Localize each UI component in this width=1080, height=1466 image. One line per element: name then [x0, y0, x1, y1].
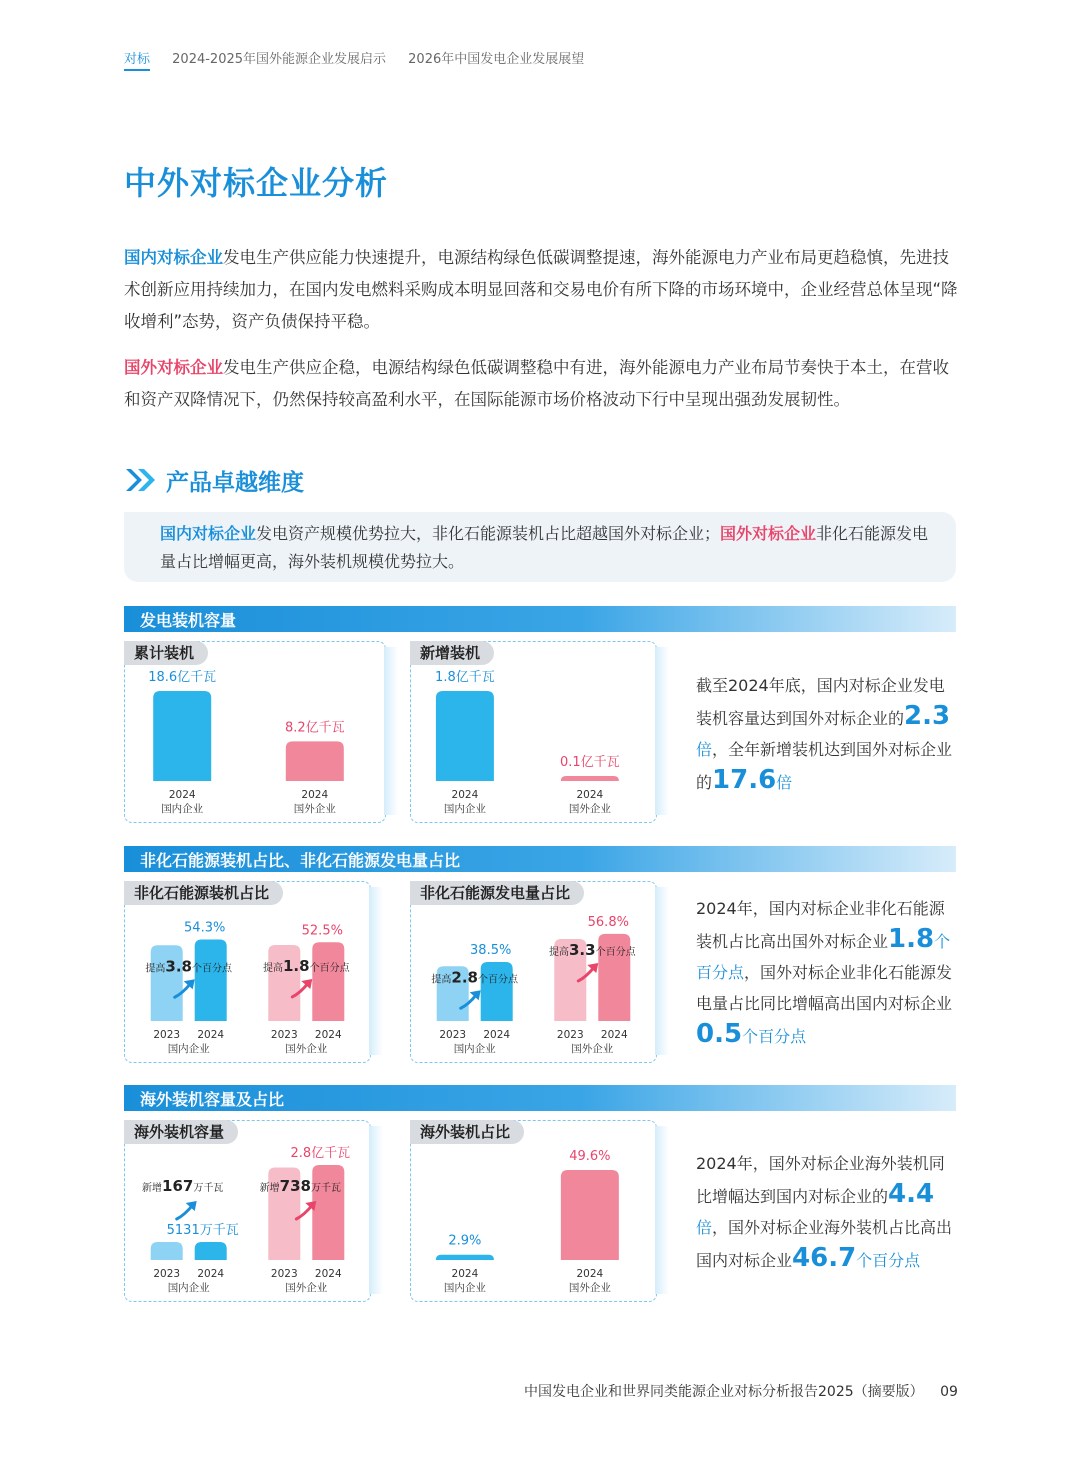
nav-item-foreign-insights[interactable]: 2024-2025年国外能源企业发展启示 — [172, 52, 387, 67]
panel-fold — [655, 647, 669, 815]
year-tick-label: 2024 — [314, 1029, 342, 1041]
year-tick-label: 2024 — [576, 789, 604, 801]
year-tick-label: 2024 — [451, 1268, 479, 1280]
side-number: 2.3 — [904, 701, 951, 731]
chart-nonfossil-generation — [411, 882, 656, 1062]
bar — [561, 1170, 619, 1260]
page-number: 09 — [940, 1384, 958, 1400]
data-label: 5131万千瓦 — [166, 1223, 239, 1238]
delta-annotation: 提高3.3个百分点 — [549, 940, 636, 959]
side-unit: 个百分点 — [856, 1251, 921, 1270]
year-tick-label: 2023 — [270, 1268, 298, 1280]
side-text: ，国外对标企业非化石能源发电量占比同比增幅高出国内对标企业 — [696, 963, 953, 1013]
tab-nonfossil-generation: 非化石能源发电量占比 — [410, 881, 584, 905]
side-unit: 个百分点 — [742, 1027, 807, 1046]
group-label: 国外企业 — [568, 1282, 611, 1294]
year-tick-label: 2024 — [483, 1029, 511, 1041]
data-label: 49.6% — [569, 1149, 611, 1164]
bar — [286, 741, 344, 781]
summary-callout — [124, 512, 956, 582]
group-label: 国内企业 — [167, 1282, 210, 1294]
data-label: 2.9% — [448, 1233, 482, 1249]
group-label: 国内企业 — [453, 1043, 496, 1055]
data-label: 54.3% — [184, 920, 226, 936]
side-text: ，全年新增装机达到国外对标企业的 — [696, 740, 953, 792]
side-unit: 个百分点 — [696, 932, 951, 982]
callout-body-domestic: 发电资产规模优势拉大，非化石能源装机占比超越国外对标企业； — [256, 524, 721, 543]
intro-paragraph-foreign — [124, 352, 958, 416]
callout-lead-domestic: 国内对标企业 — [160, 524, 257, 543]
top-nav — [124, 48, 602, 67]
bar — [153, 691, 211, 781]
side-note-capacity — [696, 670, 958, 798]
panel-nonfossil-generation — [410, 881, 657, 1063]
block-title-bar-capacity — [124, 606, 956, 632]
intro-paragraph-domestic — [124, 242, 958, 338]
side-note-overseas — [696, 1148, 958, 1276]
bar — [436, 691, 494, 781]
delta-annotation: 提高2.8个百分点 — [431, 968, 518, 987]
data-label: 52.5% — [301, 923, 343, 939]
section-title: 产品卓越维度 — [166, 469, 304, 496]
section-heading — [124, 462, 304, 498]
nav-item-benchmark[interactable]: 对标 — [124, 52, 150, 71]
year-tick-label: 2024 — [301, 789, 329, 801]
chart-nonfossil-capacity — [125, 882, 370, 1062]
panel-nonfossil-capacity — [124, 881, 371, 1063]
delta-annotation: 新增167万千瓦 — [142, 1177, 224, 1195]
side-number: 1.8 — [888, 924, 935, 954]
bar — [312, 942, 344, 1021]
year-tick-label: 2023 — [153, 1029, 181, 1041]
year-tick-label: 2024 — [451, 789, 479, 801]
tab-overseas-capacity: 海外装机容量 — [124, 1120, 238, 1144]
intro-lead-domestic: 国内对标企业 — [124, 248, 223, 267]
side-text: 2024年，国内对标企业非化石能源装机占比高出国外对标企业 — [696, 899, 945, 951]
data-label: 38.5% — [470, 942, 512, 958]
side-unit: 倍 — [776, 773, 793, 792]
block-title-nonfossil: 非化石能源装机占比、非化石能源发电量占比 — [140, 851, 461, 870]
chart-cumulative-capacity — [125, 642, 385, 822]
bar — [481, 962, 513, 1021]
group-label: 国外企业 — [293, 803, 336, 815]
block-title-bar-nonfossil — [124, 846, 956, 872]
panel-fold — [369, 1126, 383, 1294]
data-label: 0.1亿千瓦 — [560, 755, 620, 770]
year-tick-label: 2024 — [197, 1029, 225, 1041]
year-tick-label: 2023 — [439, 1029, 467, 1041]
year-tick-label: 2023 — [270, 1029, 298, 1041]
group-label: 国内企业 — [167, 1043, 210, 1055]
page-title: 中外对标企业分析 — [124, 164, 389, 202]
panel-overseas-share — [410, 1120, 657, 1302]
side-text: ，国外对标企业海外装机占比高出国内对标企业 — [696, 1218, 953, 1270]
trend-arrow-icon — [177, 1205, 193, 1219]
block-title-overseas: 海外装机容量及占比 — [140, 1090, 285, 1109]
data-label: 18.6亿千瓦 — [148, 670, 217, 685]
delta-annotation: 提高1.8个百分点 — [263, 956, 350, 975]
delta-annotation: 新增738万千瓦 — [259, 1177, 341, 1195]
bar — [195, 1242, 227, 1260]
intro-lead-foreign: 国外对标企业 — [124, 358, 223, 377]
bar — [436, 1255, 494, 1260]
bar — [312, 1165, 344, 1260]
side-text: 截至2024年底，国内对标企业发电装机容量达到国外对标企业的 — [696, 676, 945, 728]
chart-overseas-share — [411, 1121, 656, 1301]
tab-cumulative-capacity: 累计装机 — [124, 641, 208, 665]
data-label: 56.8% — [587, 914, 629, 930]
block-title-capacity: 发电装机容量 — [140, 611, 237, 630]
footer-title: 中国发电企业和世界同类能源企业对标分析报告2025（摘要版） — [524, 1384, 924, 1400]
year-tick-label: 2024 — [197, 1268, 225, 1280]
side-text: 2024年，国外对标企业海外装机同比增幅达到国内对标企业的 — [696, 1154, 945, 1206]
group-label: 国内企业 — [443, 1282, 486, 1294]
year-tick-label: 2024 — [576, 1268, 604, 1280]
side-unit: 倍 — [696, 1218, 713, 1237]
side-number: 17.6 — [712, 765, 777, 795]
delta-annotation: 提高3.8个百分点 — [145, 957, 232, 976]
bar — [151, 1242, 183, 1260]
group-label: 国内企业 — [161, 803, 204, 815]
page-footer — [524, 1381, 958, 1401]
bar — [561, 776, 619, 781]
data-label: 2.8亿千瓦 — [290, 1146, 351, 1161]
panel-fold — [384, 647, 398, 815]
data-label: 1.8亿千瓦 — [435, 670, 495, 685]
year-tick-label: 2024 — [600, 1029, 628, 1041]
group-label: 国外企业 — [568, 803, 611, 815]
double-chevron-icon — [124, 467, 158, 493]
panel-fold — [655, 1126, 669, 1294]
panel-cumulative-capacity — [124, 641, 386, 823]
nav-item-outlook[interactable]: 2026年中国发电企业发展展望 — [408, 52, 585, 67]
year-tick-label: 2024 — [168, 789, 196, 801]
group-label: 国外企业 — [285, 1282, 328, 1294]
tab-overseas-share: 海外装机占比 — [410, 1120, 524, 1144]
intro-body-foreign: 发电生产供应企稳，电源结构绿色低碳调整稳中有进，海外能源电力产业布局节奏快于本土，在营收和资产双降情况下，仍然保持较高盈利水平，在国际能源市场价格波动下行中呈现出强劲发展韧性。 — [124, 358, 949, 409]
side-unit: 倍 — [696, 740, 713, 759]
side-number: 46.7 — [792, 1243, 857, 1273]
year-tick-label: 2023 — [153, 1268, 181, 1280]
side-number: 4.4 — [888, 1179, 935, 1209]
group-label: 国外企业 — [285, 1043, 328, 1055]
intro-body-domestic: 发电生产供应能力快速提升，电源结构绿色低碳调整提速，海外能源电力产业布局更趋稳慎，先进技术创新应用持续加力，在国内发电燃料采购成本明显回落和交易电价有所下降的市场环境中，企业经营总体呈现“降收增利”态势，资产负债保持平稳。 — [124, 248, 958, 331]
chart-overseas-capacity — [125, 1121, 370, 1301]
panel-new-capacity — [410, 641, 657, 823]
group-label: 国内企业 — [443, 803, 486, 815]
tab-new-capacity: 新增装机 — [410, 641, 494, 665]
data-label: 8.2亿千瓦 — [284, 720, 345, 736]
tab-nonfossil-capacity: 非化石能源装机占比 — [124, 881, 283, 905]
side-note-nonfossil — [696, 893, 958, 1052]
panel-overseas-capacity — [124, 1120, 371, 1302]
callout-body-foreign: 非化石能源发电量占比增幅更高，海外装机规模优势拉大。 — [160, 524, 929, 571]
block-title-bar-overseas — [124, 1085, 956, 1111]
group-label: 国外企业 — [571, 1043, 614, 1055]
panel-fold — [655, 887, 669, 1055]
side-number: 0.5 — [696, 1019, 743, 1049]
callout-lead-foreign: 国外对标企业 — [720, 524, 817, 543]
year-tick-label: 2023 — [556, 1029, 584, 1041]
year-tick-label: 2024 — [314, 1268, 342, 1280]
bar — [195, 940, 227, 1021]
panel-fold — [369, 887, 383, 1055]
chart-new-capacity — [411, 642, 656, 822]
